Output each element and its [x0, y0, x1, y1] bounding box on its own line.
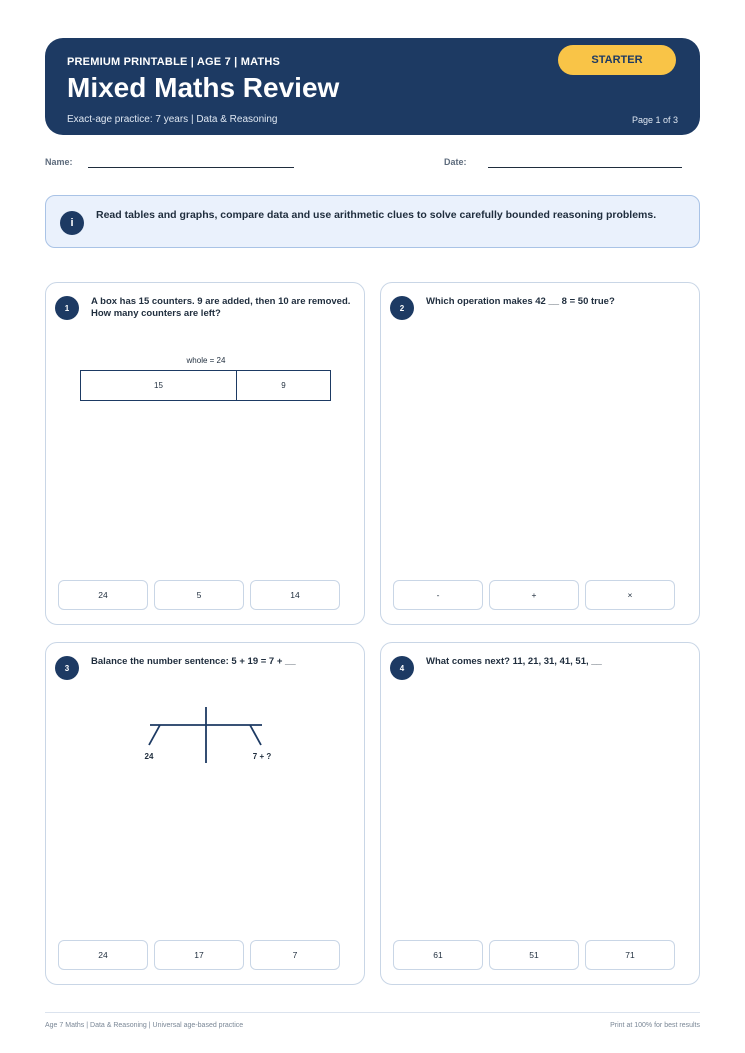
info-icon: i: [60, 211, 84, 235]
name-field-line[interactable]: [88, 167, 294, 168]
answer-option[interactable]: 7: [250, 940, 340, 970]
page-title: Mixed Maths Review: [67, 72, 340, 103]
footer-divider: [45, 1012, 700, 1013]
question-text: Balance the number sentence: 5 + 19 = 7 + __: [91, 656, 296, 667]
balance-right-label: 7 + ?: [252, 752, 272, 761]
bar-segment-part-2: 9: [236, 371, 330, 400]
instructions-text: Read tables and graphs, compare data and use arithmetic clues to solve carefully bounded reasoning problems.: [96, 209, 657, 221]
header-eyebrow: PREMIUM PRINTABLE | AGE 7 | MATHS: [67, 56, 281, 68]
answer-option[interactable]: 24: [58, 580, 148, 610]
question-text: Which operation makes 42 __ 8 = 50 true?: [426, 296, 615, 307]
balance-scale-diagram: [136, 703, 276, 773]
level-badge: STARTER: [558, 45, 676, 75]
bar-model-caption: whole = 24: [186, 356, 226, 365]
question-number: 4: [390, 656, 414, 680]
answer-option[interactable]: 5: [154, 580, 244, 610]
question-number: 3: [55, 656, 79, 680]
question-text: What comes next? 11, 21, 31, 41, 51, __: [426, 656, 602, 667]
page-number: Page 1 of 3: [631, 115, 678, 125]
instructions-box: [45, 195, 700, 248]
worksheet-header: [45, 38, 700, 135]
name-label: Name:: [45, 157, 73, 167]
answer-option[interactable]: 51: [489, 940, 579, 970]
question-card-3: [45, 642, 365, 985]
bar-segment-part-1: 15: [154, 381, 163, 390]
answer-option[interactable]: -: [393, 580, 483, 610]
question-card-4: [380, 642, 700, 985]
answer-option[interactable]: 17: [154, 940, 244, 970]
answer-option[interactable]: 14: [250, 580, 340, 610]
answer-option[interactable]: 71: [585, 940, 675, 970]
answer-option[interactable]: 61: [393, 940, 483, 970]
balance-left-arm: [149, 725, 160, 745]
balance-left-label: 24: [144, 752, 154, 761]
footer-left-text: Age 7 Maths | Data & Reasoning | Universal age-based practice: [45, 1022, 244, 1029]
balance-right-arm: [250, 725, 261, 745]
footer-right-text: Print at 100% for best results: [610, 1022, 700, 1029]
bar-model: [80, 370, 331, 401]
answer-option[interactable]: ×: [585, 580, 675, 610]
date-label: Date:: [444, 157, 467, 167]
question-number: 1: [55, 296, 79, 320]
answer-option[interactable]: 24: [58, 940, 148, 970]
date-field-line[interactable]: [488, 167, 682, 168]
header-subtitle: Exact-age practice: 7 years | Data & Reasoning: [67, 114, 278, 125]
question-text: A box has 15 counters. 9 are added, then 10 are removed. How many counters are left?: [91, 296, 351, 319]
question-card-1: [45, 282, 365, 625]
question-number: 2: [390, 296, 414, 320]
answer-option[interactable]: +: [489, 580, 579, 610]
question-card-2: [380, 282, 700, 625]
